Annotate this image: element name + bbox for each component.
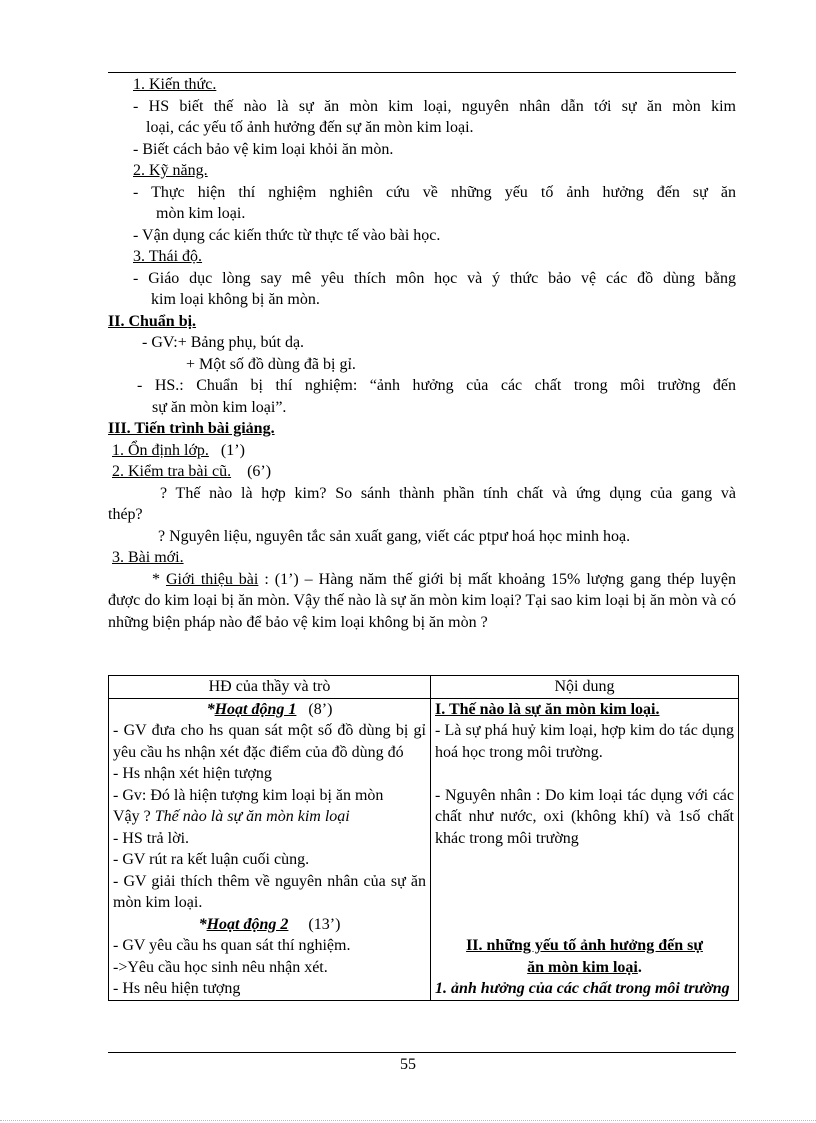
process-heading: III. Tiến trình bài giảng. (108, 420, 275, 437)
content-section-2-sub: 1. ảnh hưởng của các chất trong môi trường (435, 980, 730, 997)
objective-attitude-heading: 3. Thái độ. (133, 248, 203, 265)
skill-item-1b: mòn kim loại. (156, 205, 246, 222)
col-content-header: Nội dung (431, 676, 739, 699)
review-question-2: ? Nguyên liệu, nguyên tắc sản xuất gang, viết các ptpư hoá học minh hoạ. (158, 527, 631, 545)
skill-item-2: - Vận dụng các kiến thức từ thực tế vào bài học. (133, 226, 441, 244)
prep-teacher-1: - GV:+ Bảng phụ, bút dạ. (142, 334, 305, 351)
process-step-2: 2. Kiểm tra bài cũ. (6’) (112, 463, 272, 480)
corrosion-cause: - Nguyên nhân : Do kim loại tác dụng với các chất như nước, oxi (không khí) và 1số chất khác trong môi trường (435, 786, 734, 847)
prep-teacher-2: + Một số đồ dùng đã bị gỉ. (186, 355, 356, 373)
lesson-content (108, 74, 736, 633)
footer-rule (108, 1052, 736, 1053)
review-question-1a: ? Thế nào là hợp kim? So sánh thành phần tính chất và ứng dụng của gang và (160, 484, 736, 502)
activity-2-step: - GV yêu cầu hs quan sát thí nghiệm. (113, 937, 351, 954)
activity-1-step: - HS trả lời. (113, 829, 190, 847)
col-activities-header: HĐ của thầy và trò (109, 676, 431, 699)
activity-1-step: - GV đưa cho hs quan sát một số đồ dùng bị gỉ yêu cầu hs nhận xét đặc điểm của đồ dùng đó (113, 722, 426, 761)
activity-1-step: - Gv: Đó là hiện tượng kim loại bị ăn mòn (113, 786, 384, 804)
process-step-3: 3. Bài mới. (112, 549, 184, 566)
review-question-1b: thép? (108, 506, 143, 523)
activity-1-step: - GV rút ra kết luận cuối cùng. (113, 851, 310, 868)
corrosion-definition: - Là sự phá huỷ kim loại, hợp kim do tác dụng hoá học trong môi trường. (435, 722, 734, 761)
intro-paragraph: * Giới thiệu bài : (1’) – Hàng năm thế giới bị mất khoảng 15% lượng gang thép luyện được do kim loại bị ăn mòn. Vậy thế nào là sự ăn mòn kim loại? Tại sao kim loại bị ăn mòn và có những biện pháp nào để bảo vệ kim loại không bị ăn mòn ? (108, 570, 737, 631)
activity-1-cell (109, 698, 431, 1000)
header-rule (108, 72, 736, 73)
objective-skill-heading: 2. Kỹ năng. (133, 162, 208, 179)
prep-student-1: - HS.: Chuẩn bị thí nghiệm: “ảnh hưởng của các chất trong môi trường đến (137, 377, 736, 394)
activity-1-step: - GV giải thích thêm về nguyên nhân của sự ăn mòn kim loại. (113, 872, 426, 911)
table-header-row (109, 676, 739, 699)
knowledge-item-2: - Biết cách bảo vệ kim loại khỏi ăn mòn. (133, 140, 394, 158)
prep-student-2: sự ăn mòn kim loại”. (152, 398, 287, 416)
content-cell (431, 698, 739, 1000)
page-number: 55 (400, 1056, 416, 1073)
objective-knowledge-heading: 1. Kiến thức. (133, 76, 217, 93)
content-section-2-heading: II. những yếu tố ảnh hưởng đến sự ăn mòn kim loại. (466, 937, 703, 976)
activity-2-title: *Hoạt động 2 (13’) (198, 915, 341, 933)
activity-2-step: - Hs nêu hiện tượng (113, 980, 241, 997)
skill-item-1a: - Thực hiện thí nghiệm nghiên cứu về những yếu tố ảnh hưởng đến sự ăn (133, 183, 736, 201)
content-section-1-heading: I. Thế nào là sự ăn mòn kim loại. (435, 700, 660, 718)
prep-heading: II. Chuẩn bị. (108, 312, 197, 330)
attitude-item-1b: kim loại không bị ăn mòn. (151, 291, 320, 308)
process-step-1: 1. Ổn định lớp. (1’) (112, 441, 245, 459)
table-row (109, 698, 739, 1000)
knowledge-item-1b: loại, các yếu tố ảnh hưởng đến sự ăn mòn kim loại. (146, 119, 474, 136)
activity-2-step: ->Yêu cầu học sinh nêu nhận xét. (113, 958, 328, 976)
activity-1-question: Vậy ? Thế nào là sự ăn mòn kim loại (113, 808, 350, 825)
knowledge-item-1a: - HS biết thế nào là sự ăn mòn kim loại, nguyên nhân dẫn tới sự ăn mòn kim (133, 97, 736, 115)
activity-1-title: *Hoạt động 1 (8’) (206, 700, 333, 718)
attitude-item-1a: - Giáo dục lòng say mê yêu thích môn học và ý thức bảo vệ các đồ dùng bằng (133, 269, 736, 287)
page-edge (0, 1120, 816, 1121)
lesson-table (108, 675, 739, 1001)
activity-1-step: - Hs nhận xét hiện tượng (113, 765, 272, 782)
